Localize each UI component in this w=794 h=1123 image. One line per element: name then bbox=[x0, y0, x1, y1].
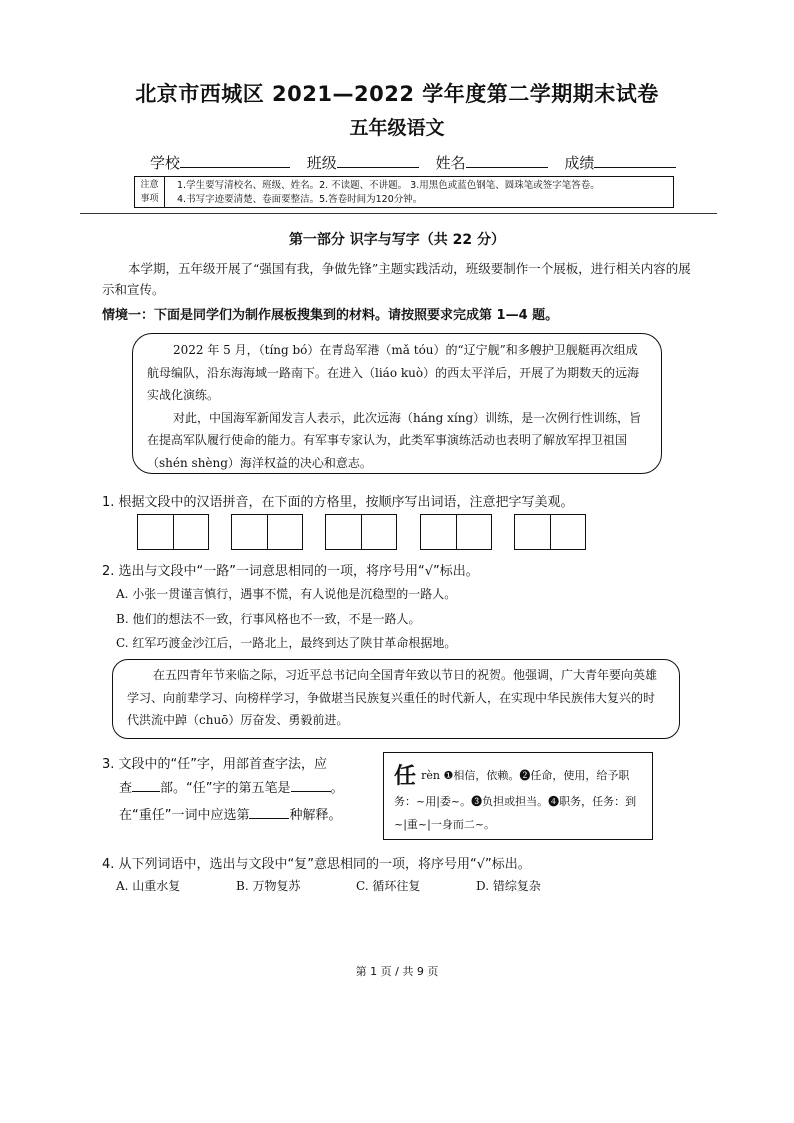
q3-text: 种解释。 bbox=[289, 808, 342, 823]
notice-line1: 1.学生要写清校名、班级、姓名。2. 不读题、不讲题。 3.用黑色或蓝色钢笔、圆珠笔或签字笔答卷。 bbox=[177, 180, 600, 191]
notice-box bbox=[134, 176, 674, 208]
name-blank[interactable] bbox=[466, 151, 548, 168]
question-3-line3 bbox=[119, 804, 342, 823]
name-label: 姓名 bbox=[435, 154, 466, 172]
dictionary-definition: rèn ❶相信，依赖。❷任命，使用，给予职务：~用|委~。❸负担或担当。❹职务，任务：到~|重~|一身而二~。 bbox=[394, 769, 637, 831]
q4-option-b[interactable]: B. 万物复苏 bbox=[236, 879, 301, 893]
school-blank[interactable] bbox=[180, 151, 290, 168]
q4-options bbox=[116, 877, 541, 894]
part1-title: 第一部分 识字与写字（共 22 分） bbox=[288, 232, 506, 248]
q4-option-a[interactable]: A. 山重水复 bbox=[116, 879, 181, 893]
meaning-number-blank[interactable] bbox=[249, 804, 289, 819]
q2-option-b[interactable]: B. 他们的想法不一致，行事风格也不一致，不是一路人。 bbox=[116, 612, 421, 626]
q2-option-c[interactable]: C. 红军巧渡金沙江后，一路北上，最终到达了陕甘革命根据地。 bbox=[116, 636, 457, 650]
class-label: 班级 bbox=[306, 154, 337, 172]
page-footer: 第 1 页 / 共 9 页 bbox=[355, 965, 439, 978]
score-blank[interactable] bbox=[594, 151, 676, 168]
fifth-stroke-blank[interactable] bbox=[291, 777, 331, 792]
answer-grid-5[interactable] bbox=[514, 514, 586, 550]
passage1-paragraph: 对此，中国海军新闻发言人表示，此次远海（háng xíng）训练，是一次例行性训练，旨在提高军队履行使命的能力。有军事专家认为，此类军事演练活动也表明了解放军捍卫祖国（shén shèng）海洋权益的决心和意志。 bbox=[147, 410, 642, 470]
exam-subtitle: 五年级语文 bbox=[349, 117, 445, 139]
answer-grid-1[interactable] bbox=[137, 514, 209, 550]
notice-label-line2: 事项 bbox=[140, 194, 159, 204]
q4-option-c[interactable]: C. 循环往复 bbox=[356, 879, 421, 893]
question-3-line2 bbox=[119, 777, 344, 796]
notice-text bbox=[177, 179, 600, 207]
school-label: 学校 bbox=[150, 154, 181, 172]
notice-label bbox=[135, 177, 165, 207]
answer-grid-3[interactable] bbox=[325, 514, 397, 550]
q2-option-a[interactable]: A. 小张一贯谨言慎行，遇事不慌，有人说他是沉稳型的一路人。 bbox=[116, 587, 457, 601]
header-divider bbox=[80, 213, 717, 214]
reading-passage-1 bbox=[132, 333, 662, 474]
passage1-paragraph: 2022 年 5 月，（tíng bó）在青岛军港（mǎ tóu）的“辽宁舰”和多艘护卫舰艇再次组成航母编队，沿东海海域一路南下。在进入（liáo kuò）的西太平洋后，开展了为期数天的远海实战化演练。 bbox=[147, 343, 640, 402]
answer-grid-2[interactable] bbox=[231, 514, 303, 550]
passage2-paragraph: 在五四青年节来临之际，习近平总书记向全国青年致以节日的祝贺。他强调，广大青年要向英雄学习、向前辈学习、向榜样学习，争做堪当民族复兴重任的时代新人，在实现中华民族伟大复兴的时代洪流中踔（chuō）厉奋发、勇毅前进。 bbox=[127, 668, 658, 727]
scenario-1-heading: 情境一：下面是同学们为制作展板搜集到的材料。请按照要求完成第 1—4 题。 bbox=[102, 308, 559, 323]
q3-text: 查 bbox=[119, 781, 133, 796]
q3-text: 部。“任”字的第五笔是 bbox=[160, 781, 291, 796]
dictionary-character: 任 bbox=[394, 763, 417, 789]
q3-text: 在“重任”一词中应选第 bbox=[119, 808, 250, 823]
score-label: 成绩 bbox=[564, 154, 595, 172]
question-4: 4. 从下列词语中，选出与文段中“复”意思相同的一项，将序号用“√”标出。 bbox=[102, 857, 531, 872]
student-info-line bbox=[150, 151, 676, 173]
notice-label-line1: 注意 bbox=[140, 180, 159, 190]
dictionary-entry-box bbox=[383, 752, 653, 840]
reading-passage-2 bbox=[112, 659, 680, 739]
intro-paragraph: 本学期，五年级开展了“强国有我，争做先锋”主题实践活动，班级要制作一个展板，进行相关内容的展示和宣传。 bbox=[102, 261, 691, 297]
question-1: 1. 根据文段中的汉语拼音，在下面的方格里，按顺序写出词语，注意把字写美观。 bbox=[102, 495, 574, 510]
q3-text: 。 bbox=[330, 781, 344, 796]
notice-line2: 4.书写字迹要清楚、卷面要整洁。5.答卷时间为120分钟。 bbox=[177, 194, 423, 205]
class-blank[interactable] bbox=[337, 151, 419, 168]
radical-blank[interactable] bbox=[132, 777, 160, 792]
exam-title: 北京市西城区 2021—2022 学年度第二学期期末试卷 bbox=[135, 82, 659, 106]
question-3-line1: 3. 文段中的“任”字，用部首查字法，应 bbox=[102, 757, 328, 772]
q4-option-d[interactable]: D. 错综复杂 bbox=[476, 879, 541, 893]
question-2: 2. 选出与文段中“一路”一词意思相同的一项，将序号用“√”标出。 bbox=[102, 564, 479, 579]
answer-grid-4[interactable] bbox=[420, 514, 492, 550]
